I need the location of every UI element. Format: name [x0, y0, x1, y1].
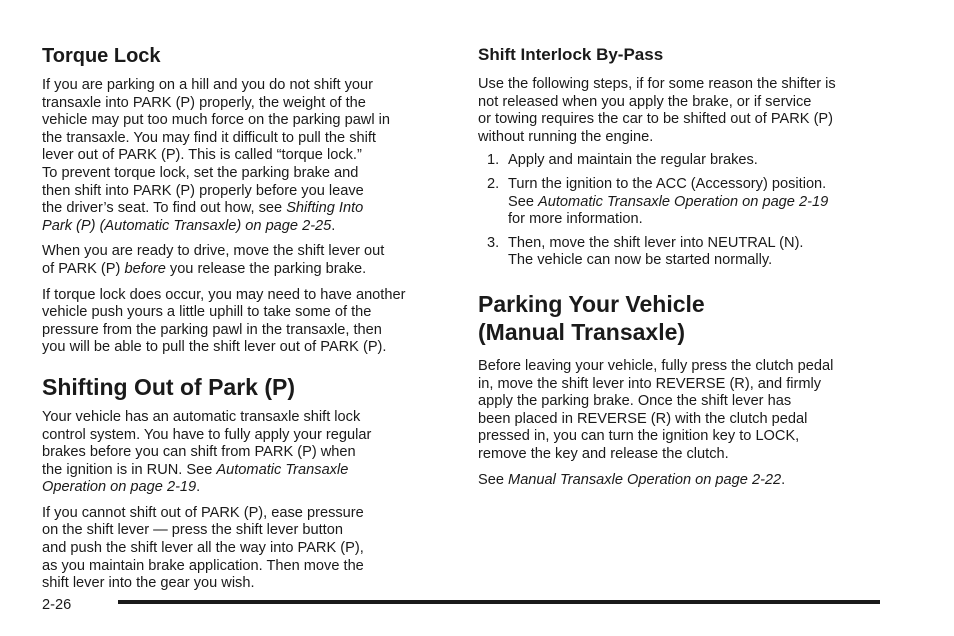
- bypass-steps-list: [478, 152, 878, 270]
- right-column: [478, 44, 878, 497]
- cross-reference: Automatic Transaxle Operation on page 2-19: [538, 193, 829, 210]
- cross-reference: Shifting Into: [286, 200, 364, 217]
- bypass-intro-paragraph: Use the following steps, if for some reason the shifter is not released when you apply the brake, or if service or towing requires the car to be shifted out of PARK (P) without running the engine.: [478, 76, 836, 145]
- cross-reference: Automatic Transaxle: [216, 461, 349, 478]
- list-item: 3. Then, move the shift lever into NEUTRAL (N). The vehicle can now be started normally.: [487, 234, 804, 269]
- shifting-out-paragraph-2: If you cannot shift out of PARK (P), ease pressure on the shift lever — press the shift lever button and push the shift lever all the way into PARK (P), as you maintain brake application. Then move the shift lever into the gear you wish.: [42, 504, 364, 592]
- torque-lock-paragraph-2: When you are ready to drive, move the shift lever out of PARK (P) before you release the parking brake.: [42, 243, 385, 277]
- left-column: [42, 44, 440, 601]
- torque-lock-paragraph-1: If you are parking on a hill and you do not shift your transaxle into PARK (P) properly, the weight of the vehicle may put too much force on the parking pawl in the transaxle. You may find it difficult to pull the shift lever out of PARK (P). This is called “torque lock.” To prevent torque lock, set the parking brake and then shift into PARK (P) properly before you leave the driver’s seat. To find out how, see Shifting Into Park (P) (Automatic Transaxle) on page 2-25.: [42, 77, 391, 234]
- list-item: 2. Turn the ignition to the ACC (Accessory) position. See Automatic Transaxle Operation on page 2-19 for more information.: [487, 175, 829, 228]
- footer-rule: [118, 600, 880, 604]
- torque-lock-heading: Torque Lock: [42, 45, 161, 67]
- parking-manual-paragraph-1: Before leaving your vehicle, fully press the clutch pedal in, move the shift lever into REVERSE (R), and firmly apply the parking brake. Once the shift lever has been placed in REVERSE (R) with the clutch pedal pressed in, you can turn the ignition key to LOCK, remove the key and release the clutch.: [478, 357, 834, 462]
- torque-lock-paragraph-3: If torque lock does occur, you may need to have another vehicle push yours a little uphill to take some of the pressure from the parking pawl in the transaxle, then you will be able to pull the shift lever out of PARK (P).: [42, 286, 406, 356]
- cross-reference: Operation on page 2-19: [42, 479, 197, 496]
- emphasis: before: [124, 260, 166, 277]
- parking-manual-transaxle-heading: Parking Your Vehicle (Manual Transaxle): [478, 290, 705, 345]
- cross-reference: Manual Transaxle Operation on page 2-22: [508, 471, 782, 488]
- shifting-out-of-park-heading: Shifting Out of Park (P): [42, 373, 295, 400]
- parking-manual-paragraph-2: See Manual Transaxle Operation on page 2-22.: [478, 471, 786, 488]
- page-number: 2-26: [42, 597, 72, 613]
- shifting-out-paragraph-1: Your vehicle has an automatic transaxle shift lock control system. You have to fully apply your regular brakes before you can shift from PARK (P) when the ignition is in RUN. See Automatic Transaxle Operation on page 2-19.: [42, 408, 372, 496]
- list-item: 1. Apply and maintain the regular brakes.: [487, 152, 758, 169]
- shift-interlock-bypass-heading: Shift Interlock By-Pass: [478, 45, 664, 64]
- cross-reference: Park (P) (Automatic Transaxle) on page 2-25: [42, 217, 332, 234]
